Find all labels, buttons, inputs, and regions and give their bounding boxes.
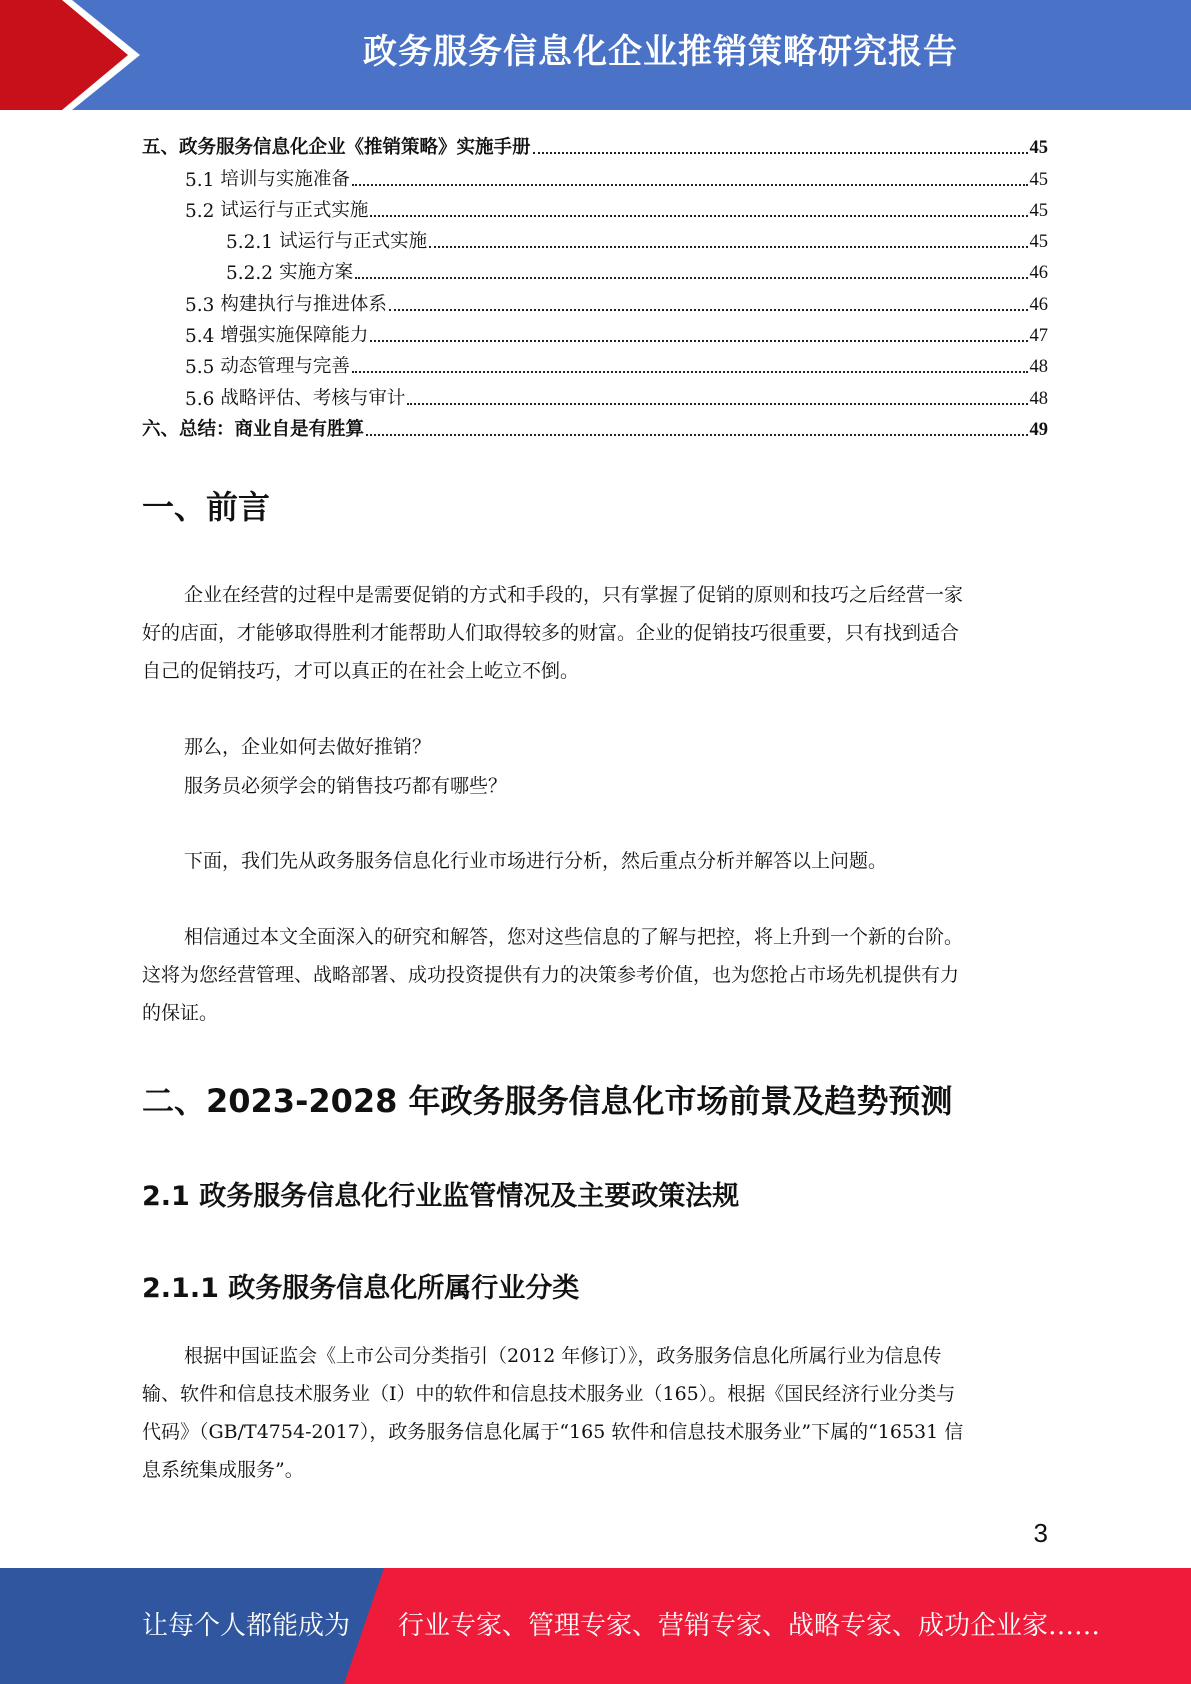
toc-leader-dots <box>429 246 1027 248</box>
preface-question-1: 那么，企业如何去做好推销？ <box>184 736 432 758</box>
text-line: 输、软件和信息技术服务业（I）中的软件和信息技术服务业（165）。根据《国民经济行业分类与 <box>142 1383 956 1405</box>
text-line: 好的店面，才能够取得胜利才能帮助人们取得较多的财富。企业的促销技巧很重要，只有找到适合 <box>142 622 960 644</box>
section-heading-market-outlook: 二、2023-2028 年政务服务信息化市场前景及趋势预测 <box>142 1082 953 1120</box>
toc-page-number: 45 <box>1029 232 1048 253</box>
toc-entry-title: 六、总结：商业自是有胜算 <box>142 418 365 440</box>
toc-page-number: 47 <box>1029 326 1048 347</box>
toc-entry-title: 五、政务服务信息化企业《推销策略》实施手册 <box>142 137 531 159</box>
toc-page-number: 45 <box>1029 200 1048 221</box>
toc-entry[interactable] <box>142 253 1048 284</box>
table-of-contents <box>142 128 1048 441</box>
industry-classification-paragraph <box>142 1337 1048 1489</box>
toc-entry[interactable] <box>142 222 1048 253</box>
footer-slogan-left: 让每个人都能成为 <box>142 1611 351 1641</box>
preface-paragraph-2: 下面，我们先从政务服务信息化行业市场进行分析，然后重点分析并解答以上问题。 <box>184 850 888 872</box>
toc-leader-dots <box>370 340 1027 342</box>
toc-leader-dots <box>352 371 1028 373</box>
toc-page-number: 48 <box>1029 357 1048 378</box>
toc-leader-dots <box>533 152 1028 154</box>
toc-entry[interactable] <box>142 159 1048 190</box>
text-line: 根据中国证监会《上市公司分类指引（2012 年修订）》，政务服务信息化所属行业为信息传 <box>184 1345 942 1367</box>
toc-entry-title: 战略评估、考核与审计 <box>220 387 406 409</box>
text-line: 息系统集成服务”。 <box>142 1459 304 1481</box>
subsection-heading-2-1: 2.1 政务服务信息化行业监管情况及主要政策法规 <box>142 1181 740 1212</box>
toc-entry-number: 5.2.2 <box>226 263 274 285</box>
toc-entry-title: 构建执行与推进体系 <box>220 293 387 315</box>
toc-leader-dots <box>355 277 1027 279</box>
toc-entry[interactable] <box>142 191 1048 222</box>
section-heading-preface: 一、前言 <box>142 488 271 526</box>
toc-entry[interactable] <box>142 347 1048 378</box>
toc-entry-title: 试运行与正式实施 <box>220 199 369 221</box>
toc-entry-number: 5.2 <box>185 200 215 222</box>
toc-page-number: 45 <box>1029 169 1048 190</box>
report-title: 政务服务信息化企业推销策略研究报告 <box>363 32 958 72</box>
header-banner <box>0 0 1191 110</box>
header-chevron-decoration <box>0 0 160 110</box>
toc-leader-dots <box>389 309 1028 311</box>
page-number: 3 <box>1033 1518 1048 1548</box>
toc-leader-dots <box>407 403 1027 405</box>
toc-entry[interactable] <box>142 128 1048 159</box>
footer-slogan-right: 行业专家、管理专家、营销专家、战略专家、成功企业家…… <box>398 1611 1101 1641</box>
toc-entry[interactable] <box>142 410 1048 441</box>
toc-entry-number: 5.5 <box>185 357 215 379</box>
toc-page-number: 49 <box>1029 419 1048 440</box>
toc-entry-title: 增强实施保障能力 <box>220 325 369 347</box>
toc-entry-number: 5.3 <box>185 294 215 316</box>
toc-page-number: 45 <box>1029 138 1048 159</box>
text-line: 代码》（GB/T4754-2017），政务服务信息化属于“165 软件和信息技术服务业”下属的“16531 信 <box>142 1421 964 1443</box>
toc-entry-number: 5.4 <box>185 326 215 348</box>
text-line: 企业在经营的过程中是需要促销的方式和手段的，只有掌握了促销的原则和技巧之后经营一家 <box>184 584 964 606</box>
text-line: 相信通过本文全面深入的研究和解答，您对这些信息的了解与把控，将上升到一个新的台阶。 <box>184 926 964 948</box>
text-line: 自己的促销技巧，才可以真正的在社会上屹立不倒。 <box>142 660 580 682</box>
text-line: 的保证。 <box>142 1002 219 1024</box>
toc-entry[interactable] <box>142 316 1048 347</box>
preface-paragraph-1 <box>142 576 1048 690</box>
toc-entry-title: 培训与实施准备 <box>220 168 350 190</box>
toc-entry[interactable] <box>142 284 1048 315</box>
preface-paragraph-3 <box>142 918 1048 1032</box>
toc-entry-number: 5.6 <box>185 388 215 410</box>
toc-page-number: 46 <box>1029 294 1048 315</box>
toc-page-number: 46 <box>1029 263 1048 284</box>
toc-entry[interactable] <box>142 378 1048 409</box>
preface-question-2: 服务员必须学会的销售技巧都有哪些？ <box>184 775 508 797</box>
toc-entry-number: 5.1 <box>185 169 215 191</box>
toc-page-number: 48 <box>1029 388 1048 409</box>
toc-entry-title: 动态管理与完善 <box>220 356 350 378</box>
subsection-heading-2-1-1: 2.1.1 政务服务信息化所属行业分类 <box>142 1273 580 1304</box>
toc-leader-dots <box>352 184 1028 186</box>
toc-leader-dots <box>370 215 1027 217</box>
toc-entry-title: 实施方案 <box>279 262 354 284</box>
footer-banner <box>0 1568 1191 1684</box>
toc-leader-dots <box>366 434 1027 436</box>
text-line: 这将为您经营管理、战略部署、成功投资提供有力的决策参考价值，也为您抢占市场先机提供有力 <box>142 964 960 986</box>
toc-entry-title: 试运行与正式实施 <box>279 231 428 253</box>
toc-entry-number: 5.2.1 <box>226 232 274 254</box>
